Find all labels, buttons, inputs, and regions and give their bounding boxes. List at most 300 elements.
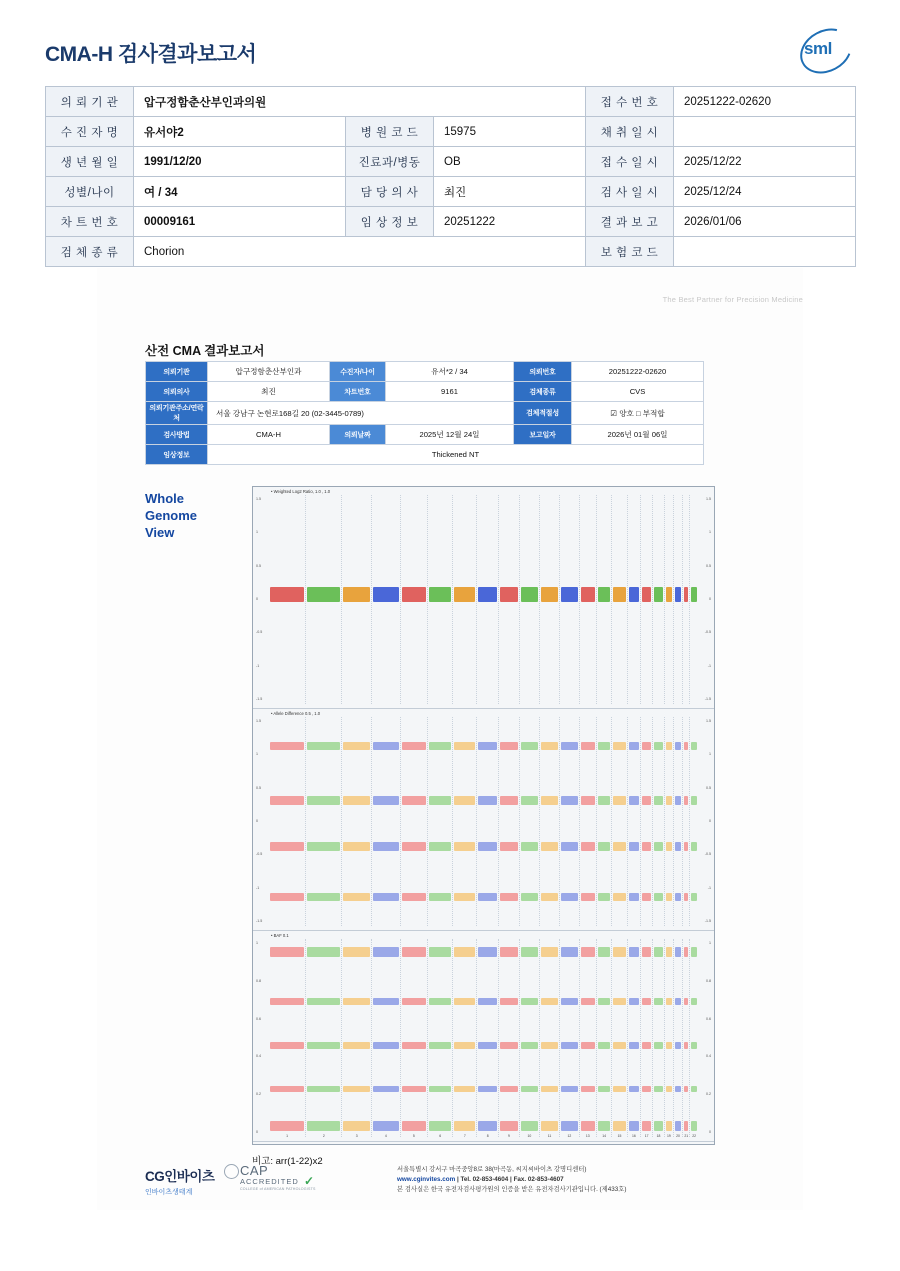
data-band [373,998,399,1005]
chromosome-column [690,717,698,926]
data-band [684,587,688,602]
data-band [270,842,304,850]
table-row [46,147,856,177]
data-band [598,796,611,804]
data-band [429,1121,452,1131]
y-axis-tick-right: -1 [707,885,711,890]
y-axis-tick-right: -0.5 [704,852,711,857]
globe-icon [224,1164,239,1179]
y-axis-tick-left: -1.5 [256,697,263,701]
value-doctor: 최진 [434,177,586,207]
value-inner-clinical-info: Thickened NT [208,445,704,465]
data-band [684,893,688,901]
data-band [270,1121,304,1131]
data-band [561,587,578,602]
data-band [402,1121,426,1131]
data-band [629,1121,639,1131]
data-band [629,947,639,957]
x-axis-tick: 17 [644,1134,649,1138]
y-axis-tick-left: 1 [256,941,258,945]
plot-panel-title: • Weighted Log2 Ratio, 1.0 , 1.0 [271,489,331,494]
inner-report-page [97,268,803,1210]
chromosome-column [499,717,520,926]
label-request-date: 의뢰날짜 [330,425,386,445]
data-band [541,796,558,804]
data-band [598,1121,611,1131]
data-band [402,1086,426,1093]
data-band [500,742,518,750]
data-band [613,587,625,602]
chromosome-column [499,939,520,1137]
chromosome-column [674,495,683,704]
x-axis-tick: 18 [656,1134,661,1138]
table-row [146,425,704,445]
label-patient-name: 수 진 자 명 [46,117,134,147]
data-band [307,998,340,1005]
data-band [581,1086,595,1093]
data-band [500,893,518,901]
y-axis-tick-right: -0.5 [704,630,711,635]
chromosome-column [477,939,499,1137]
data-band [402,893,426,901]
value-inner-request-no: 20251222-02620 [572,362,704,382]
data-band [521,1086,538,1093]
data-band [598,587,611,602]
data-band [581,842,595,850]
data-band [521,947,538,957]
chromosome-column [499,495,520,704]
data-band [521,1121,538,1131]
data-band [598,842,611,850]
value-institution: 압구정함춘산부인과의원 [134,87,586,117]
label-doctor: 담 당 의 사 [346,177,434,207]
chromosome-column [306,717,342,926]
y-axis-tick-left: 1.5 [256,719,261,723]
data-band [373,1042,399,1049]
prenatal-cma-info-table [145,361,704,465]
page-footer [97,1161,737,1213]
data-band [478,587,497,602]
data-band [666,842,672,850]
label-clinical-info: 임 상 정 보 [346,207,434,237]
x-axis-tick: 3 [355,1134,358,1138]
chromosome-column [612,939,627,1137]
data-band [691,947,697,957]
data-band [343,1042,370,1049]
data-band [402,947,426,957]
x-axis-tick: 20 [676,1134,680,1138]
data-band [429,1042,452,1049]
value-inner-patient-age: 유서*2 / 34 [386,362,514,382]
data-band [373,1086,399,1093]
chromosome-column [628,717,641,926]
label-inner-report-date: 보고일자 [514,425,572,445]
y-axis-tick-left: -0.5 [256,630,263,635]
data-band [666,1086,672,1093]
y-axis-tick-left: 0.5 [256,785,261,790]
y-axis-tick-left: 0.2 [256,1092,261,1097]
data-band [654,796,663,804]
plot-panel-title: • BAF 0.1 [271,933,289,938]
label-chart-no: 차 트 번 호 [46,207,134,237]
chromosome-column [540,495,560,704]
plot-panel-2 [253,709,714,931]
data-band [684,998,688,1005]
page-header [45,30,855,78]
chromosome-column [641,495,653,704]
inner-report-title: 산전 CMA 결과보고서 [145,344,265,358]
data-band [307,947,340,957]
y-axis-tick-right: 1.5 [706,719,711,723]
data-band [541,1121,558,1131]
data-band [307,1086,340,1093]
chromosome-column [520,495,540,704]
data-band [307,587,340,602]
data-band [454,742,475,750]
data-band [598,1042,611,1049]
data-band [454,842,475,850]
cap-logo-mid: ACCREDITED [240,1177,299,1186]
sml-logo-text: sml [804,39,832,58]
data-band [629,1086,639,1093]
y-axis-tick-left: 0 [256,819,258,823]
data-band [402,742,426,750]
data-band [500,842,518,850]
data-band [454,587,475,602]
chromosome-column [683,495,690,704]
data-band [561,796,578,804]
data-band [613,742,625,750]
data-band [541,947,558,957]
label-specimen-type: 검 체 종 류 [46,237,134,267]
footer-address-line-3: 본 검사실은 한국 유전자검사평가원의 인증을 받은 유전자검사기관입니다. (제433호) [397,1186,627,1193]
value-receipt-no: 20251222-02620 [674,87,856,117]
data-band [642,1086,651,1093]
x-axis-tick: 8 [486,1134,489,1138]
data-band [454,947,475,957]
data-band [629,1042,639,1049]
y-axis-tick-left: -1 [256,663,260,668]
data-band [521,587,538,602]
data-band [429,1086,452,1093]
data-band [454,998,475,1005]
data-band [598,742,611,750]
chromosome-column [612,717,627,926]
value-inner-report-date: 2026년 01월 06일 [572,425,704,445]
data-band [343,742,370,750]
footer-contact: | Tel. 02-853-4604 | Fax. 02-853-4607 [456,1176,564,1183]
data-band [500,796,518,804]
data-band [561,742,578,750]
y-axis-tick-right: 1 [709,941,711,945]
chromosome-column [372,939,401,1137]
y-axis-tick-left: 1 [256,752,258,757]
table-row [146,445,704,465]
plot-area [269,939,698,1137]
data-band [581,1042,595,1049]
data-band [666,998,672,1005]
data-band [691,742,697,750]
chromosome-column [641,717,653,926]
data-band [343,1121,370,1131]
label-inner-clinical-info: 임상정보 [146,445,208,465]
label-received-date: 접 수 일 시 [586,147,674,177]
label-test-method: 검사방법 [146,425,208,445]
value-clinical-info: 20251222 [434,207,586,237]
data-band [343,842,370,850]
data-band [654,1121,663,1131]
data-band [598,893,611,901]
value-test-date: 2025/12/24 [674,177,856,207]
data-band [454,893,475,901]
y-axis-tick-right: 0 [709,819,711,823]
cg-logo-sub: 인바이츠생태계 [145,1189,193,1196]
data-band [561,1086,578,1093]
y-axis-tick-right: 0.2 [706,1092,711,1097]
chromosome-column [690,939,698,1137]
data-band [675,1086,681,1093]
chromosome-column [580,495,597,704]
x-axis-tick: 5 [412,1134,415,1138]
cap-logo-bottom: COLLEGE of AMERICAN PATHOLOGISTS [240,1187,316,1191]
check-icon: ✓ [304,1174,315,1188]
data-band [478,1042,497,1049]
data-band [642,742,651,750]
chromosome-column [674,939,683,1137]
label-inner-institution: 의뢰기관 [146,362,208,382]
chromosome-column [560,717,580,926]
y-axis-tick-right: -1.5 [704,697,711,701]
data-band [684,1121,688,1131]
data-band [613,842,625,850]
y-axis-tick-right: 0.8 [706,978,711,983]
y-axis-tick-right: 1 [709,530,711,535]
y-axis-tick-right: 0.5 [706,785,711,790]
chromosome-column [653,939,665,1137]
data-band [402,587,426,602]
data-band [666,1042,672,1049]
data-band [684,1086,688,1093]
footer-address-line-2 [397,1175,626,1185]
label-hospital-code: 병 원 코 드 [346,117,434,147]
data-band [454,796,475,804]
plot-panel-3 [253,931,714,1142]
data-band [402,842,426,850]
data-band [581,893,595,901]
data-band [581,796,595,804]
data-band [454,1121,475,1131]
data-band [500,587,518,602]
data-band [629,742,639,750]
label-test-date: 검 사 일 시 [586,177,674,207]
data-band [691,587,697,602]
data-band [684,947,688,957]
data-band [343,998,370,1005]
x-axis-tick: 21 [684,1134,689,1138]
whole-genome-plot [252,486,715,1145]
data-band [541,998,558,1005]
value-specimen-adequacy: ☑ 양호 □ 부적합 [572,402,704,425]
data-band [666,893,672,901]
chromosome-column [372,717,401,926]
x-axis-tick: 11 [547,1134,552,1138]
data-band [307,893,340,901]
data-band [666,947,672,957]
data-band [429,796,452,804]
y-axis-tick-left: 0 [256,597,258,601]
data-band [373,796,399,804]
data-band [581,947,595,957]
data-band [654,842,663,850]
chromosome-column [683,717,690,926]
data-band [654,742,663,750]
data-band [478,893,497,901]
y-axis-tick-left: -1 [256,885,260,890]
chromosome-column [453,717,477,926]
data-band [373,947,399,957]
data-band [307,796,340,804]
data-band [429,842,452,850]
data-band [541,893,558,901]
value-chart-no: 00009161 [134,207,346,237]
data-band [654,1086,663,1093]
data-band [629,796,639,804]
label-inner-specimen-type: 검체종류 [514,382,572,402]
chromosome-column [612,495,627,704]
data-band [500,1121,518,1131]
label-inner-address: 의뢰기관주소/연락처 [146,402,208,425]
data-band [521,742,538,750]
data-band [521,998,538,1005]
chromosome-column [401,939,428,1137]
data-band [684,796,688,804]
chromosome-column [401,717,428,926]
label-inner-request-no: 의뢰번호 [514,362,572,382]
data-band [666,796,672,804]
data-band [343,796,370,804]
data-band [666,1121,672,1131]
footer-address [397,1165,626,1195]
wgv-label-line-2: Genome [145,508,198,523]
data-band [675,742,681,750]
chromosome-column [428,939,454,1137]
data-band [270,796,304,804]
chromosome-column [597,717,613,926]
data-band [691,1086,697,1093]
data-band [478,998,497,1005]
data-band [429,742,452,750]
whole-genome-view-label [145,490,197,541]
data-band [613,1121,625,1131]
label-sex-age: 성별/나이 [46,177,134,207]
chromosome-column [342,939,372,1137]
chromosome-column [560,939,580,1137]
x-axis-tick: 7 [463,1134,466,1138]
label-specimen-adequacy: 검체적절성 [514,402,572,425]
chromosome-column [453,939,477,1137]
data-band [500,1042,518,1049]
data-band [642,1121,651,1131]
y-axis-tick-right: 0 [709,597,711,601]
y-axis-tick-right: 0.5 [706,563,711,568]
x-axis-tick: 13 [585,1134,590,1138]
data-band [561,842,578,850]
data-band [561,947,578,957]
label-insurance-code: 보 험 코 드 [586,237,674,267]
plot-panel-title: • Allele Difference 0.5 , 1.0 [271,711,321,716]
data-band [521,1042,538,1049]
plot-area [269,717,698,926]
data-band [642,796,651,804]
data-band [629,998,639,1005]
y-axis-tick-right: -1.5 [704,919,711,923]
data-band [307,742,340,750]
data-band [684,842,688,850]
chromosome-column [520,939,540,1137]
chromosome-column [269,495,306,704]
value-inner-specimen-type: CVS [572,382,704,402]
data-band [373,742,399,750]
label-inner-patient-age: 수진자/나이 [330,362,386,382]
chromosome-column [269,939,306,1137]
data-band [613,1086,625,1093]
plot-area [269,495,698,704]
data-band [629,893,639,901]
data-band [691,1042,697,1049]
cg-invites-logo [145,1165,214,1197]
x-axis-tick: 6 [439,1134,442,1138]
chromosome-column [580,717,597,926]
chromosome-column [269,717,306,926]
data-band [402,998,426,1005]
data-band [654,947,663,957]
result-note: 비고: arr(1-22)x2 [252,1156,323,1167]
data-band [500,947,518,957]
data-band [541,1086,558,1093]
x-axis-tick: 14 [602,1134,606,1138]
value-birth-date: 1991/12/20 [134,147,346,177]
footer-website-link[interactable]: www.cginvites.com [397,1176,456,1183]
y-axis-tick-right: -1 [707,663,711,668]
data-band [478,842,497,850]
data-band [478,947,497,957]
data-band [521,893,538,901]
data-band [373,587,399,602]
data-band [343,893,370,901]
data-band [270,1042,304,1049]
tagline: The Best Partner for Precision Medicine [662,295,803,304]
data-band [429,587,452,602]
chromosome-column [653,717,665,926]
cap-accredited-logo [240,1163,330,1191]
data-band [270,1086,304,1093]
data-band [307,1042,340,1049]
data-band [675,587,681,602]
y-axis-tick-left: 0.6 [256,1016,261,1021]
chromosome-column [641,939,653,1137]
data-band [613,947,625,957]
x-axis-tick: 1 [286,1134,289,1138]
data-band [629,587,639,602]
data-band [666,742,672,750]
wgv-label-line-1: Whole [145,491,184,506]
data-band [270,998,304,1005]
value-department: OB [434,147,586,177]
data-band [343,587,370,602]
data-band [500,998,518,1005]
value-report-date: 2026/01/06 [674,207,856,237]
data-band [478,742,497,750]
